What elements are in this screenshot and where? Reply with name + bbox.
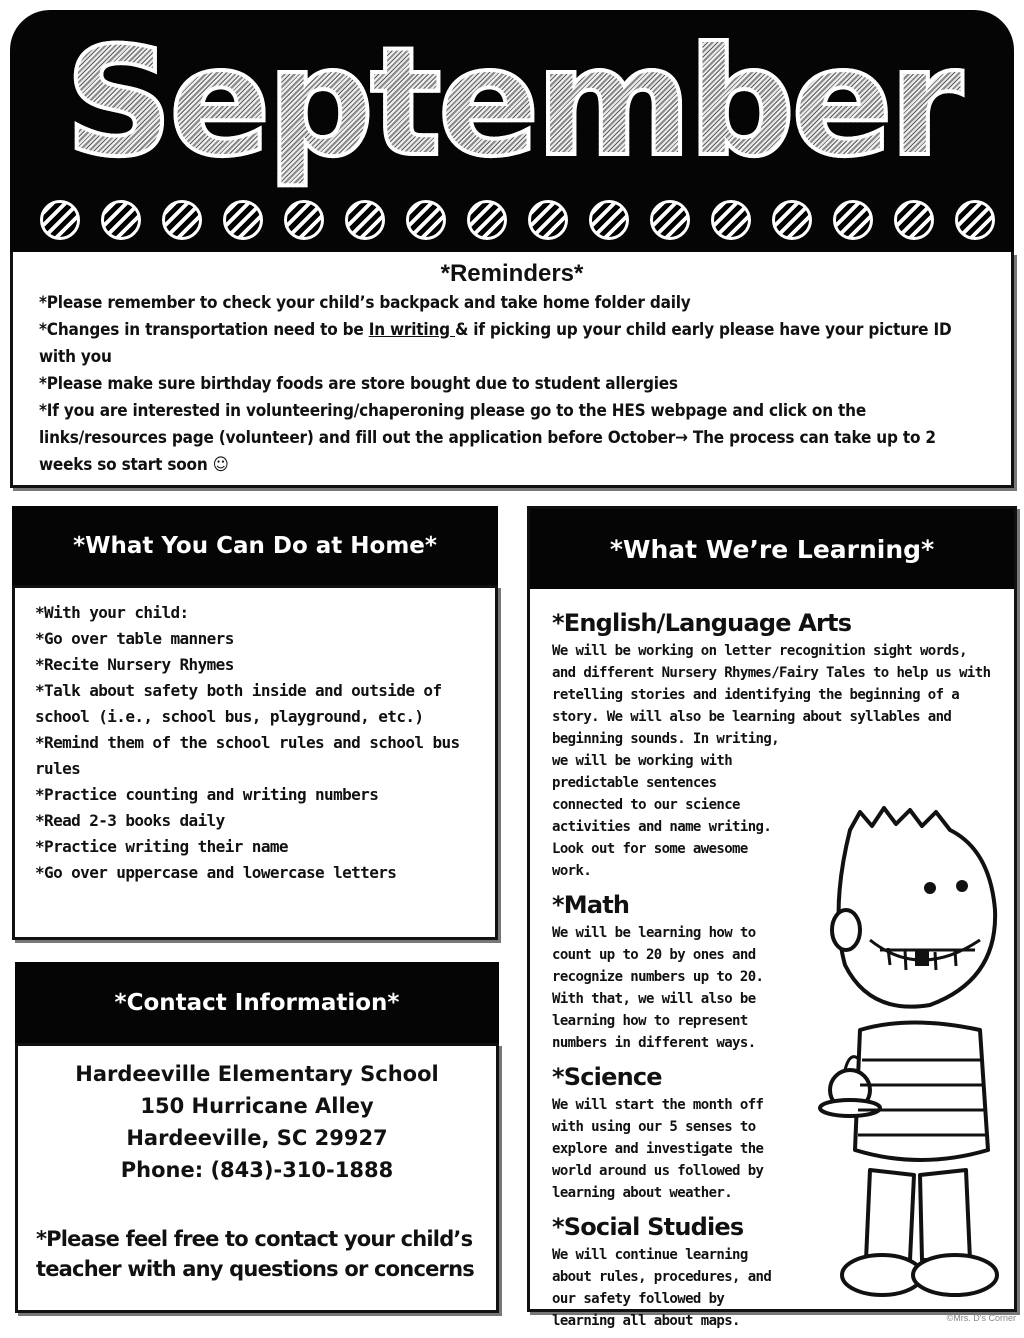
credit-text: ©Mrs. D's Corner (946, 1313, 1016, 1323)
page-title: September (10, 18, 1014, 188)
list-item: *With your child: (35, 603, 189, 622)
ela-heading: *English/Language Arts (552, 609, 852, 637)
dot-decoration-icon (223, 200, 263, 240)
dot-decoration-icon (589, 200, 629, 240)
social-studies-heading: *Social Studies (552, 1213, 744, 1241)
list-item: *Go over table manners (35, 629, 234, 648)
phone-number: Phone: (843)-310-1888 (120, 1158, 394, 1182)
school-name: Hardeeville Elementary School (75, 1062, 439, 1086)
math-text: We will be learning how to count up to 20 by ones and recognize numbers up to 20. With that, we will also be learning how to represent numbers in different ways. (552, 925, 764, 1051)
list-item: *Talk about safety both inside and outside of school (i.e., school bus, playground, etc.) (35, 681, 442, 726)
reminder-text: The process can take up to 2 weeks so start soon ☺ (39, 428, 936, 475)
science-heading: *Science (552, 1063, 662, 1091)
social-studies-text: We will continue learning about rules, procedures, and our safety followed by learning all about maps. (552, 1247, 772, 1329)
list-item: *Remind them of the school rules and school bus rules (35, 733, 460, 778)
dot-decoration-icon (711, 200, 751, 240)
reminder-text: *Changes in transportation need to be (39, 320, 369, 340)
list-item: *Read 2-3 books daily (35, 811, 225, 830)
reminders-section (10, 252, 1014, 488)
reminder-backpack: *Please remember to check your child’s backpack and take home folder daily (39, 293, 691, 313)
list-item: *Go over uppercase and lowercase letters (35, 863, 397, 882)
dot-decoration-icon (284, 200, 324, 240)
reminder-text: & if picking up your child early please have your (455, 320, 869, 340)
contact-section-title: *Contact Information* (15, 962, 499, 1044)
home-section-title: *What You Can Do at Home* (12, 506, 498, 586)
dot-decoration-icon (833, 200, 873, 240)
dot-decoration-icon (955, 200, 995, 240)
list-item: *Practice writing their name (35, 837, 288, 856)
decorative-dots (40, 200, 1000, 244)
math-heading: *Math (552, 891, 630, 919)
arrow-right-icon: → (675, 428, 688, 448)
reminder-volunteer (39, 398, 985, 479)
reminders-title: *Reminders* (440, 260, 584, 287)
street-address: 150 Hurricane Alley (140, 1094, 374, 1118)
contact-section (15, 1043, 499, 1313)
student-clipart-icon (810, 790, 1020, 1310)
dot-decoration-icon (406, 200, 446, 240)
dot-decoration-icon (345, 200, 385, 240)
reminder-text: *If you are interested in volunteering/chaperoning please go to the HES webpage and click on the links/resources page (volunteer) and fill out the application before October (39, 401, 866, 448)
reminder-birthday: *Please make sure birthday foods are store bought due to student allergies (39, 374, 678, 394)
science-text: We will start the month off with using our 5 senses to explore and investigate the world around us followed by learning about weather. (552, 1097, 764, 1201)
reminder-text: with you (39, 347, 112, 367)
dot-decoration-icon (772, 200, 812, 240)
header-banner (10, 10, 1014, 254)
contact-note: *Please feel free to contact your child’s teacher with any questions or concerns (36, 1227, 474, 1281)
ela-text-continued: we will be working with predictable sentences connected to our science activities and name writing. Look out for some awesome work. (552, 753, 772, 879)
dot-decoration-icon (894, 200, 934, 240)
reminders-body (13, 290, 1011, 479)
dot-decoration-icon (467, 200, 507, 240)
dot-decoration-icon (162, 200, 202, 240)
reminder-bold-text: picture ID (868, 320, 952, 340)
reminder-transportation (39, 317, 985, 371)
dot-decoration-icon (40, 200, 80, 240)
learning-section-title: *What We’re Learning* (530, 509, 1014, 589)
reminder-underlined-text: In writing (368, 320, 456, 340)
ela-text: We will be working on letter recognition sight words, and different Nursery Rhymes/Fairy Tales to help us with retelling stories and identifying the beginning of a story. We will also be learning about syllables and beginning sounds. In writing, (552, 643, 991, 747)
list-item: *Practice counting and writing numbers (35, 785, 379, 804)
dot-decoration-icon (101, 200, 141, 240)
list-item: *Recite Nursery Rhymes (35, 655, 234, 674)
home-section (12, 585, 498, 940)
dot-decoration-icon (650, 200, 690, 240)
dot-decoration-icon (528, 200, 568, 240)
city-state-zip: Hardeeville, SC 29927 (126, 1126, 388, 1150)
